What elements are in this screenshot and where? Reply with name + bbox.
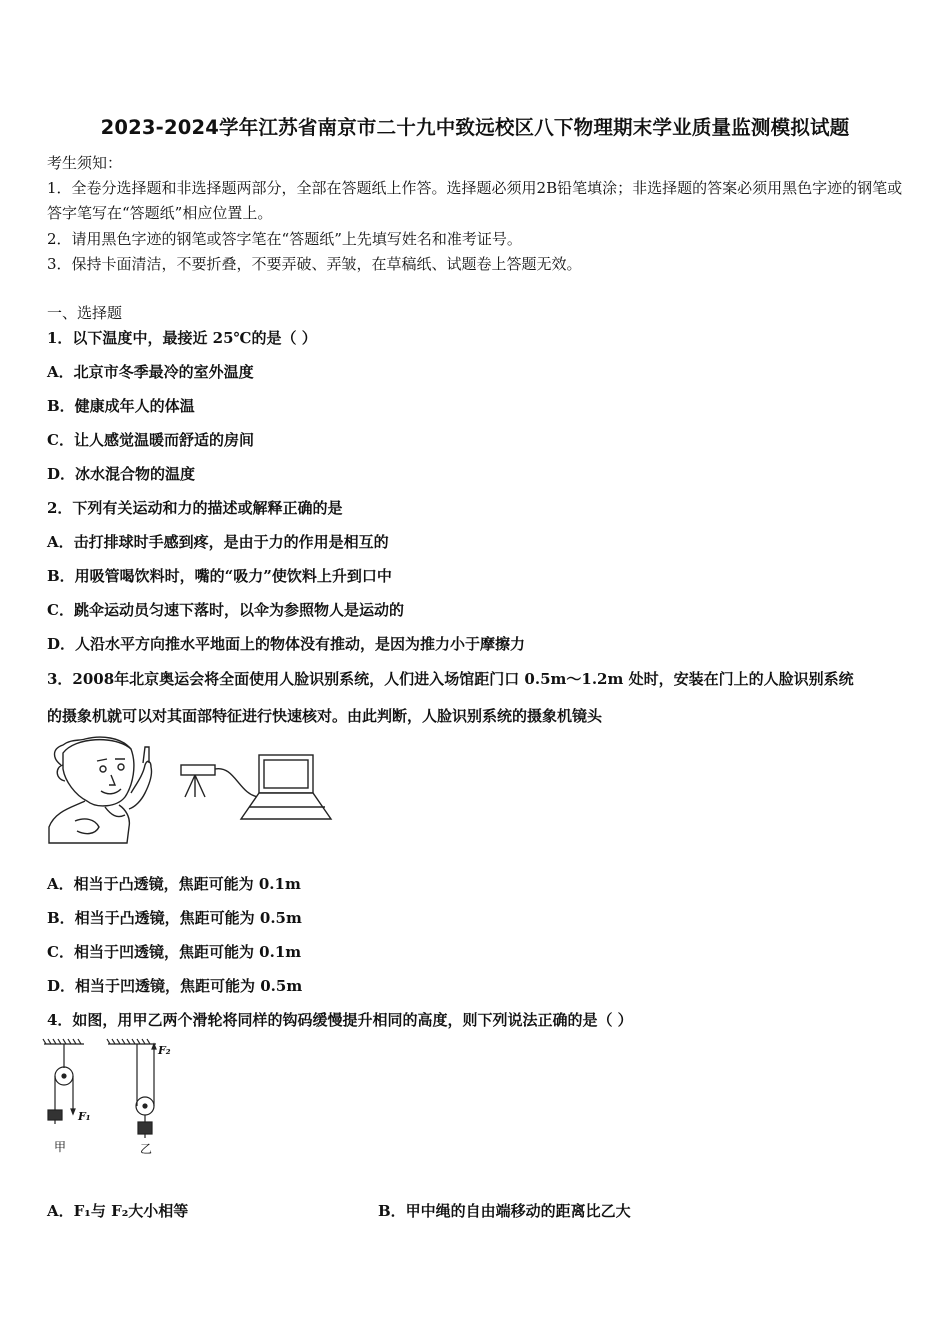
- notice-item-2: 2．请用黑色字迹的钢笔或答字笔在“答题纸”上先填写姓名和准考证号。: [47, 230, 522, 248]
- force-label-f2: F₂: [158, 1044, 171, 1057]
- figure-label-jia: 甲: [54, 1140, 67, 1154]
- question-3-stem-line-2: 的摄象机就可以对其面部特征进行快速核对。由此判断，人脸识别系统的摄象机镜头: [47, 707, 603, 725]
- question-3-stem-line-1: 3．2008年北京奥运会将全面使用人脸识别系统，人们进入场馆距门口 0.5m～1.2m 处时，安装在门上的人脸识别系统: [47, 670, 854, 688]
- force-label-f1: F₁: [78, 1110, 91, 1123]
- question-2-stem: 2．下列有关运动和力的描述或解释正确的是: [47, 499, 343, 517]
- question-2-option-a: A．击打排球时手感到疼，是由于力的作用是相互的: [47, 533, 389, 551]
- section-heading: 一、选择题: [47, 304, 123, 322]
- question-4-stem: 4．如图，用甲乙两个滑轮将同样的钩码缓慢提升相同的高度，则下列说法正确的是（ ）: [47, 1011, 633, 1029]
- question-2-option-d: D．人沿水平方向推水平地面上的物体没有推动，是因为推力小于摩擦力: [47, 635, 526, 653]
- question-1-option-a: A．北京市冬季最冷的室外温度: [47, 363, 254, 381]
- notice-heading: 考生须知：: [47, 154, 123, 172]
- question-4-option-b: B．甲中绳的自由端移动的距离比乙大: [378, 1202, 631, 1220]
- page-title: 2023-2024学年江苏省南京市二十九中致远校区八下物理期末学业质量监测模拟试题: [100, 116, 850, 139]
- question-3-option-c: C．相当于凹透镜，焦距可能为 0.1m: [47, 943, 302, 961]
- question-4-option-a: A．F₁与 F₂大小相等: [47, 1202, 189, 1220]
- figure-label-yi: 乙: [140, 1142, 153, 1156]
- question-2-option-c: C．跳伞运动员匀速下落时，以伞为参照物人是运动的: [47, 601, 404, 619]
- question-3-option-b: B．相当于凸透镜，焦距可能为 0.5m: [47, 909, 302, 927]
- question-2-option-b: B．用吸管喝饮料时，嘴的“吸力”使饮料上升到口中: [47, 567, 392, 585]
- question-1-option-d: D．冰水混合物的温度: [47, 465, 196, 483]
- question-3-option-a: A．相当于凸透镜，焦距可能为 0.1m: [47, 875, 301, 893]
- face-recognition-illustration: [45, 735, 337, 845]
- question-3-option-d: D．相当于凹透镜，焦距可能为 0.5m: [47, 977, 303, 995]
- question-1-option-b: B．健康成年人的体温: [47, 397, 195, 415]
- question-1-stem: 1．以下温度中，最接近 25℃的是（ ）: [47, 329, 317, 347]
- question-1-option-c: C．让人感觉温暖而舒适的房间: [47, 431, 254, 449]
- notice-item-3: 3．保持卡面清洁，不要折叠，不要弄破、弄皱，在草稿纸、试题卷上答题无效。: [47, 255, 582, 273]
- notice-item-1: 1．全卷分选择题和非选择题两部分，全部在答题纸上作答。选择题必须用2B铅笔填涂；非选择题的答案必须用黑色字迹的钢笔或答字笔写在“答题纸”相应位置上。: [47, 179, 903, 222]
